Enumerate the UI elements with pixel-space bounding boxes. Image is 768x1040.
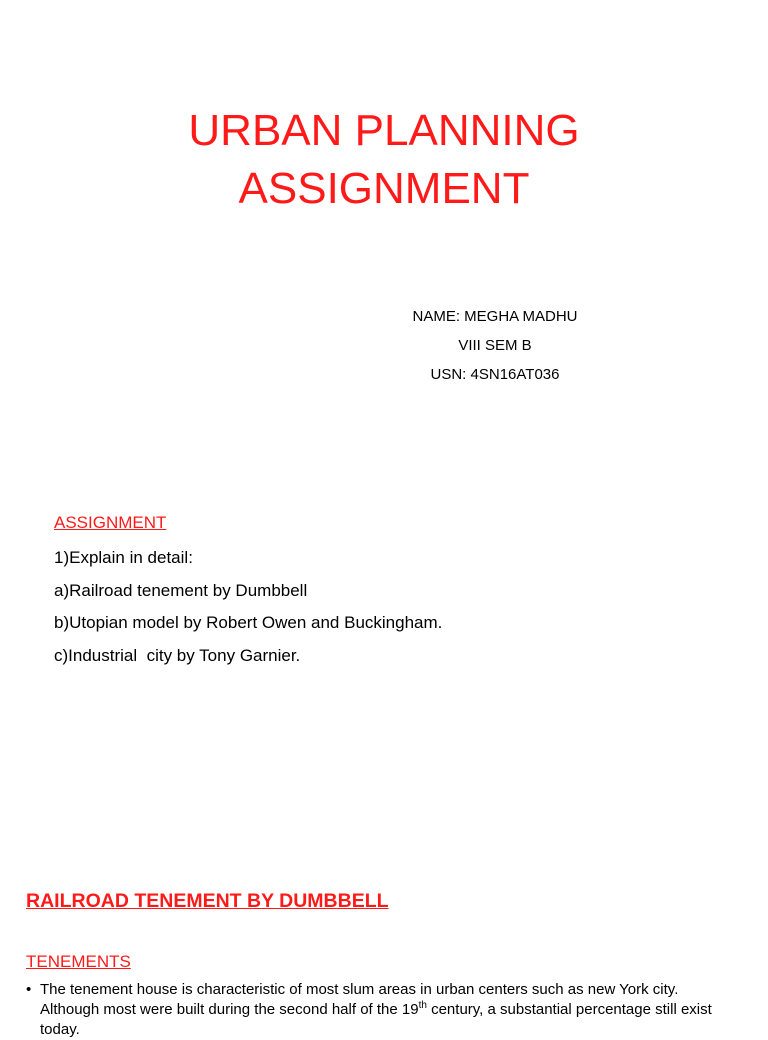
bullet-text: [40, 980, 726, 1040]
usn: USN: 4SN16AT036: [430, 366, 560, 383]
bullet-item: [26, 980, 726, 1040]
assignment-item: 1)Explain in detail:: [54, 548, 193, 567]
bullet-text-part-2: century, a substantial percentage still exist today.: [40, 1001, 712, 1038]
semester: VIII SEM B: [458, 337, 532, 354]
assignment-item: b)Utopian model by Robert Owen and Buckingham.: [54, 613, 443, 632]
bullet-text-part-1: The tenement house is characteristic of most slum areas in urban centers such as new York city. Although most were built during the second half of the 19: [40, 981, 679, 1018]
section-title: RAILROAD TENEMENT BY DUMBBELL: [26, 890, 389, 912]
author-name: NAME: MEGHA MADHU: [412, 308, 578, 325]
title-line-1: URBAN PLANNING: [188, 106, 580, 155]
title-line-2: ASSIGNMENT: [238, 164, 530, 213]
assignment-list: [54, 542, 442, 672]
bullet-icon: •: [26, 981, 32, 998]
title-slide: [0, 0, 768, 468]
assignment-item: c)Industrial city by Tony Garnier.: [54, 645, 301, 665]
assignment-item: a)Railroad tenement by Dumbbell: [54, 580, 308, 600]
subsection-title: TENEMENTS: [26, 952, 131, 971]
tenement-slide: [0, 838, 768, 1038]
page-title: [0, 102, 768, 218]
bullet-superscript: th: [418, 1000, 427, 1011]
assignment-heading: ASSIGNMENT: [54, 513, 167, 532]
assignment-slide: [0, 468, 768, 838]
author-info: [360, 302, 630, 389]
